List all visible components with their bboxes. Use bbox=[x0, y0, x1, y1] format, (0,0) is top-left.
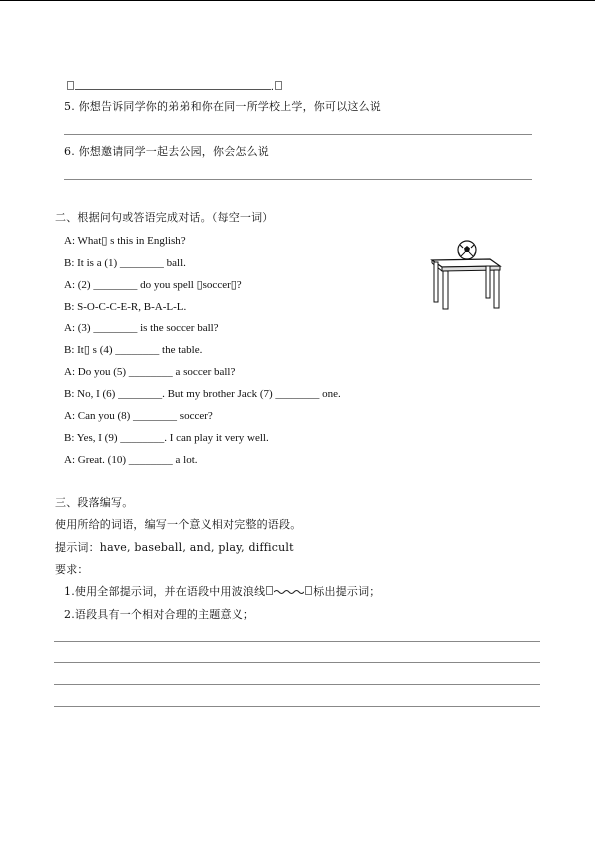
wavy-underline-icon bbox=[274, 589, 304, 595]
q4-blank bbox=[75, 80, 271, 90]
writing-rule bbox=[54, 684, 540, 685]
dialogue-line: A: Do you (5) ________ a soccer ball? bbox=[64, 366, 236, 378]
dialogue-line: B: S-O-C-C-E-R, B-A-L-L. bbox=[64, 301, 187, 313]
requirement-1-tail: 标出提示词； bbox=[313, 585, 381, 598]
dialogue-line: A: What▯ s this in English? bbox=[64, 235, 186, 247]
dialogue-line: B: It is a (1) ________ ball. bbox=[64, 257, 186, 269]
q6-answer-rule bbox=[64, 179, 532, 180]
section-2-title: 二、根据问句或答语完成对话。（每空一词） bbox=[55, 211, 274, 224]
glyph-box bbox=[275, 81, 282, 90]
writing-rule bbox=[54, 706, 540, 707]
section-3-instruction: 使用所给的词语，编写一个意义相对完整的语段。 bbox=[55, 518, 302, 531]
dialogue-line: B: It▯ s (4) ________ the table. bbox=[64, 344, 203, 356]
writing-rule bbox=[54, 662, 540, 663]
dialogue-line: A: (3) ________ is the soccer ball? bbox=[64, 322, 219, 334]
requirement-1 bbox=[64, 585, 381, 599]
hint-words: 提示词：have, baseball, and, play, difficult bbox=[55, 541, 294, 554]
table-with-soccer-ball-icon bbox=[430, 240, 502, 312]
writing-rule bbox=[54, 641, 540, 642]
question-6: 6. 你想邀请同学一起去公园，你会怎么说 bbox=[64, 145, 269, 158]
question-5: 5. 你想告诉同学你的弟弟和你在同一所学校上学，你可以这么说 bbox=[64, 100, 381, 113]
q4-period: . bbox=[271, 81, 274, 93]
page-top-border bbox=[0, 0, 595, 1]
section-3-title: 三、段落编写。 bbox=[55, 496, 134, 509]
glyph-box bbox=[305, 586, 312, 595]
q5-answer-rule bbox=[64, 134, 532, 135]
requirements-label: 要求： bbox=[55, 563, 89, 576]
dialogue-line: A: (2) ________ do you spell ▯soccer▯? bbox=[64, 279, 242, 291]
dialogue-line: B: Yes, I (9) ________. I can play it very well. bbox=[64, 432, 269, 444]
glyph-box bbox=[67, 81, 74, 90]
q4-answer-line bbox=[66, 80, 283, 94]
dialogue-line: A: Great. (10) ________ a lot. bbox=[64, 454, 198, 466]
dialogue-line: B: No, I (6) ________. But my brother Jack (7) ________ one. bbox=[64, 388, 341, 400]
requirement-2: 2.语段具有一个相对合理的主题意义； bbox=[64, 608, 255, 621]
glyph-box bbox=[266, 586, 273, 595]
dialogue-line: A: Can you (8) ________ soccer? bbox=[64, 410, 213, 422]
requirement-1-text: 1.使用全部提示词，并在语段中用波浪线 bbox=[64, 585, 266, 598]
